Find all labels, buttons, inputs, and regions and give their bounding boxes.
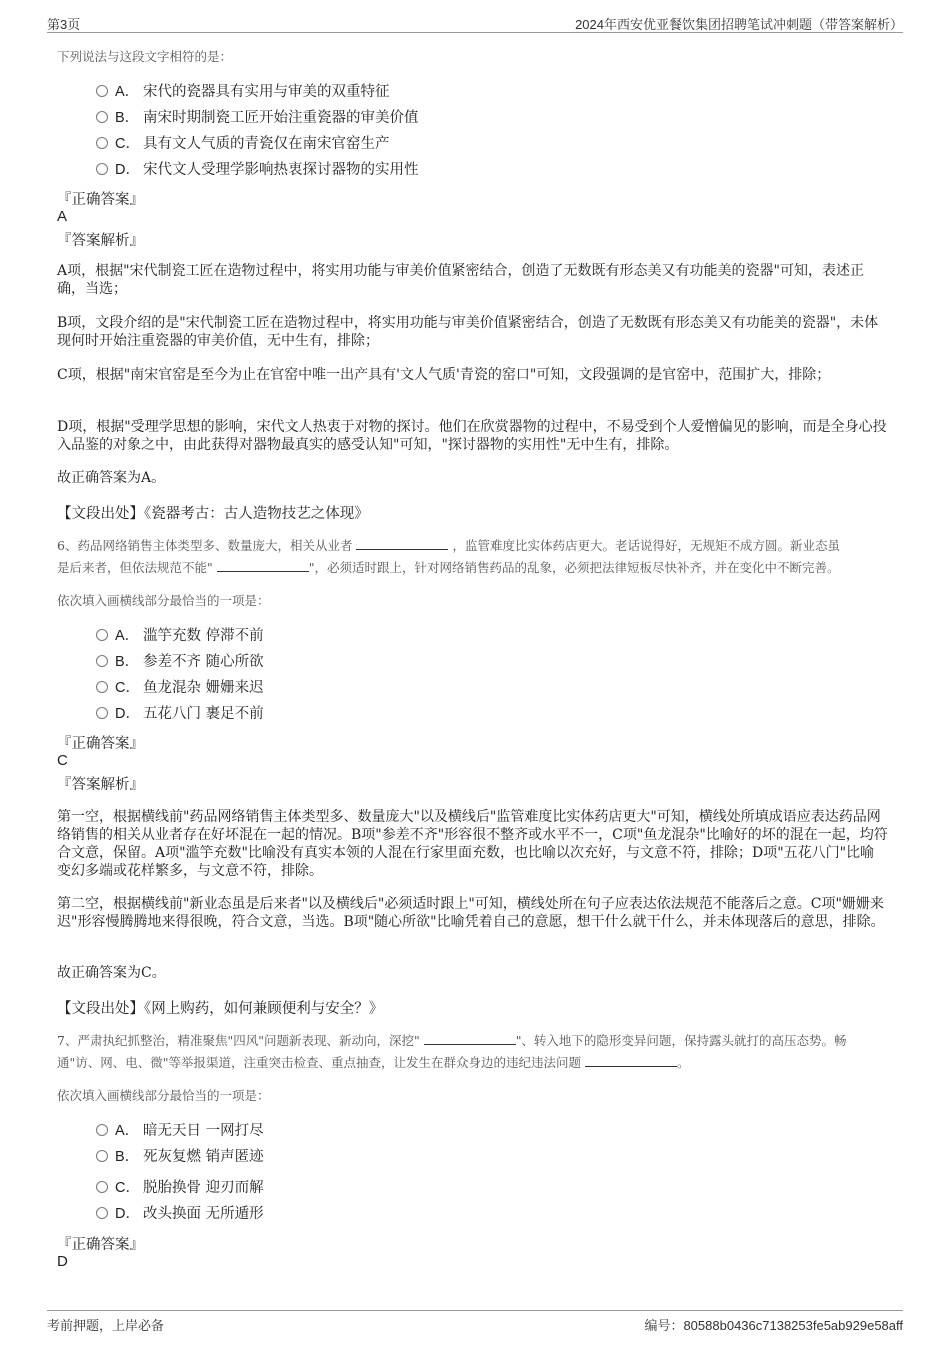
radio-icon[interactable] [96,111,108,123]
q7-option-d[interactable]: D． 改头换面 无所遁形 [96,1204,264,1224]
q7-prompt: 依次填入画横线部分最恰当的一项是： [57,1088,270,1103]
q5-option-a[interactable]: A． 宋代的瓷器具有实用与审美的双重特征 [96,82,390,102]
radio-icon[interactable] [96,137,108,149]
q5-answer-label: 『正确答案』 [57,192,144,208]
footer-slogan: 考前押题，上岸必备 [47,1319,165,1334]
document-id: 编号：80588b0436c7138253fe5ab929e58aff [644,1318,903,1334]
q7-answer-value: D [57,1253,68,1270]
page-footer [47,1310,903,1333]
q5-analysis-b: B项，文段介绍的是"宋代制瓷工匠在造物过程中，将实用功能与审美价值紧密结合，创造了无数既有形态美又有功能美的瓷器"，未体现何时开始注重瓷器的审美价值，无中生有，排除； [57,315,879,349]
document-title: 2024年西安优亚餐饮集团招聘笔试冲刺题（带答案解析） [575,17,903,32]
q6-analysis-label: 『答案解析』 [57,777,144,793]
radio-icon[interactable] [96,1150,108,1162]
radio-icon[interactable] [96,1181,108,1193]
radio-icon[interactable] [96,1207,108,1219]
radio-icon[interactable] [96,655,108,667]
q7-stem: 7、严肃执纪抓整治，精准聚焦"四风"问题新表现、新动向，深挖" "、转入地下的隐形变异问题，保持露头就打的高压态势。畅 通"访、网、电、微"等举报渠道，注重突击检查、重点抽查，让发生在群众身边的违纪违法问题 。 [57,1033,847,1070]
radio-icon[interactable] [96,163,108,175]
page-number: 第3页 [47,17,81,32]
radio-icon[interactable] [96,681,108,693]
q5-analysis-a: A项，根据"宋代制瓷工匠在造物过程中，将实用功能与审美价值紧密结合，创造了无数既有形态美又有功能美的瓷器"可知，表述正确，当选； [57,263,864,297]
q6-answer-label: 『正确答案』 [57,736,144,752]
radio-icon[interactable] [96,85,108,97]
q6-option-a[interactable]: A． 滥竽充数 停滞不前 [96,626,264,646]
radio-icon[interactable] [96,629,108,641]
q6-conclusion: 故正确答案为C。 [57,965,166,981]
blank-line [585,1054,677,1067]
q7-option-a[interactable]: A． 暗无天日 一网打尽 [96,1121,264,1141]
q5-analysis-label: 『答案解析』 [57,233,144,249]
q5-option-b[interactable]: B． 南宋时期制瓷工匠开始注重瓷器的审美价值 [96,108,419,128]
q6-answer-value: C [57,752,68,769]
q5-option-d[interactable]: D． 宋代文人受理学影响热衷探讨器物的实用性 [96,160,419,180]
q5-prompt: 下列说法与这段文字相符的是： [57,49,233,64]
q6-analysis-first-blank: 第一空，根据横线前"药品网络销售主体类型多、数量庞大"以及横线后"监管难度比实体药店更大"可知，横线处所填成语应表达药品网络销售的相关从业者存在好坏混在一起的情况。B项"参差不齐"形容很不整齐或水平不一，C项"鱼龙混杂"比喻好的坏的混在一起，均符合文意，保留。A项"滥竽充数"比喻没有真实本领的人混在行家里面充数，也比喻以次充好，与文意不符，排除；D项"五花八门"比喻变幻多端或花样繁多，与文意不符，排除。 [57,809,888,879]
q7-answer-label: 『正确答案』 [57,1237,144,1253]
q6-prompt: 依次填入画横线部分最恰当的一项是： [57,593,270,608]
q5-option-c[interactable]: C． 具有文人气质的青瓷仅在南宋官窑生产 [96,134,390,154]
q5-analysis-c: C项，根据"南宋官窑是至今为止在官窑中唯一出产具有'文人气质'青瓷的窑口"可知，文段强调的是官窑中，范围扩大，排除； [57,367,831,383]
q7-option-c[interactable]: C． 脱胎换骨 迎刃而解 [96,1178,264,1198]
q6-option-c[interactable]: C． 鱼龙混杂 姗姗来迟 [96,678,264,698]
page-header [47,10,903,33]
q7-option-b[interactable]: B． 死灰复燃 销声匿迹 [96,1147,264,1167]
radio-icon[interactable] [96,1124,108,1136]
q6-option-b[interactable]: B． 参差不齐 随心所欲 [96,652,264,672]
q5-source: 【文段出处】《瓷器考古：古人造物技艺之体现》 [57,506,369,522]
blank-line [217,559,309,572]
blank-line [356,537,448,550]
q5-answer-value: A [57,208,68,225]
q6-option-d[interactable]: D． 五花八门 裹足不前 [96,704,264,724]
q6-stem: 6、药品网络销售主体类型多、数量庞大，相关从业者 ，监管难度比实体药店更大。老话说得好，无规矩不成方圆。新业态虽 是后来者，但依法规范不能" "，必须适时跟上，针对网络销售药品的乱象，必须把法律短板尽快补齐，并在变化中不断完善。 [57,538,840,575]
q6-source: 【文段出处】《网上购药，如何兼顾便利与安全？》 [57,1001,384,1017]
q5-analysis-d: D项，根据"受理学思想的影响，宋代文人热衷于对物的探讨。他们在欣赏器物的过程中，不易受到个人爱憎偏见的影响，而是全身心投入品鉴的对象之中，由此获得对器物最真实的感受认知"可知，"探讨器物的实用性"无中生有，排除。 [57,419,887,453]
q5-conclusion: 故正确答案为A。 [57,470,166,486]
blank-line [424,1032,516,1045]
q6-analysis-second-blank: 第二空，根据横线前"新业态虽是后来者"以及横线后"必须适时跟上"可知，横线处所在句子应表达依法规范不能落后之意。C项"姗姗来迟"形容慢腾腾地来得很晚，符合文意，当选。B项"随心所欲"比喻凭着自己的意愿，想干什么就干什么，并未体现落后的意思，排除。 [57,896,885,930]
radio-icon[interactable] [96,707,108,719]
